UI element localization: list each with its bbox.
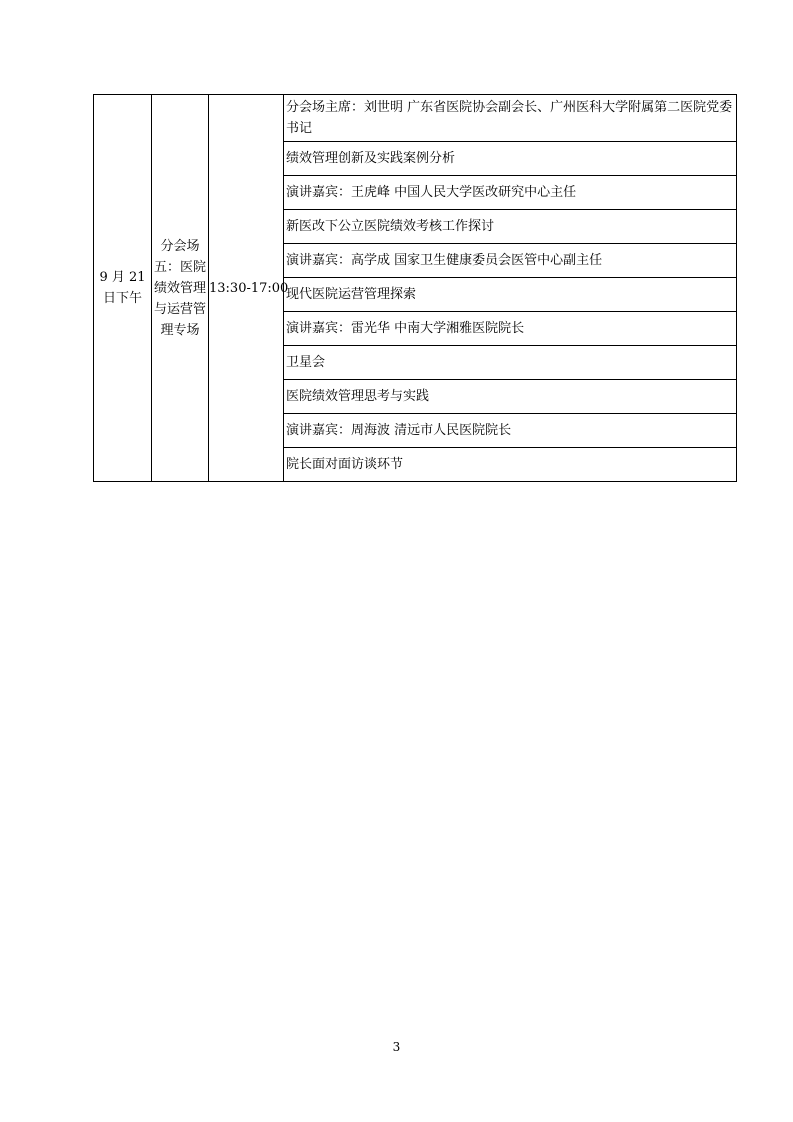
schedule-table	[93, 94, 737, 482]
agenda-item: 分会场主席：刘世明 广东省医院协会副会长、广州医科大学附属第二医院党委书记	[284, 95, 737, 142]
agenda-item: 演讲嘉宾：王虎峰 中国人民大学医改研究中心主任	[284, 176, 737, 210]
agenda-item: 院长面对面访谈环节	[284, 448, 737, 482]
agenda-item: 演讲嘉宾：高学成 国家卫生健康委员会医管中心副主任	[284, 244, 737, 278]
agenda-item: 卫星会	[284, 346, 737, 380]
time-cell	[209, 95, 289, 482]
agenda-item: 绩效管理创新及实践案例分析	[284, 142, 737, 176]
agenda-item: 演讲嘉宾：周海波 清远市人民医院院长	[284, 414, 737, 448]
session-venue: 分会场五：医院绩效管理与运营管理专场	[153, 238, 206, 338]
venue-cell	[152, 95, 209, 482]
session-time: 13:30-17:00	[209, 280, 289, 296]
date-cell	[94, 95, 152, 482]
agenda-item: 现代医院运营管理探索	[284, 278, 737, 312]
session-date: 9 月 21 日下午	[99, 270, 146, 306]
page-number: 3	[392, 1040, 401, 1054]
agenda-item: 新医改下公立医院绩效考核工作探讨	[284, 210, 737, 244]
table-row	[94, 95, 737, 142]
agenda-item: 演讲嘉宾：雷光华 中南大学湘雅医院院长	[284, 312, 737, 346]
agenda-item: 医院绩效管理思考与实践	[284, 380, 737, 414]
